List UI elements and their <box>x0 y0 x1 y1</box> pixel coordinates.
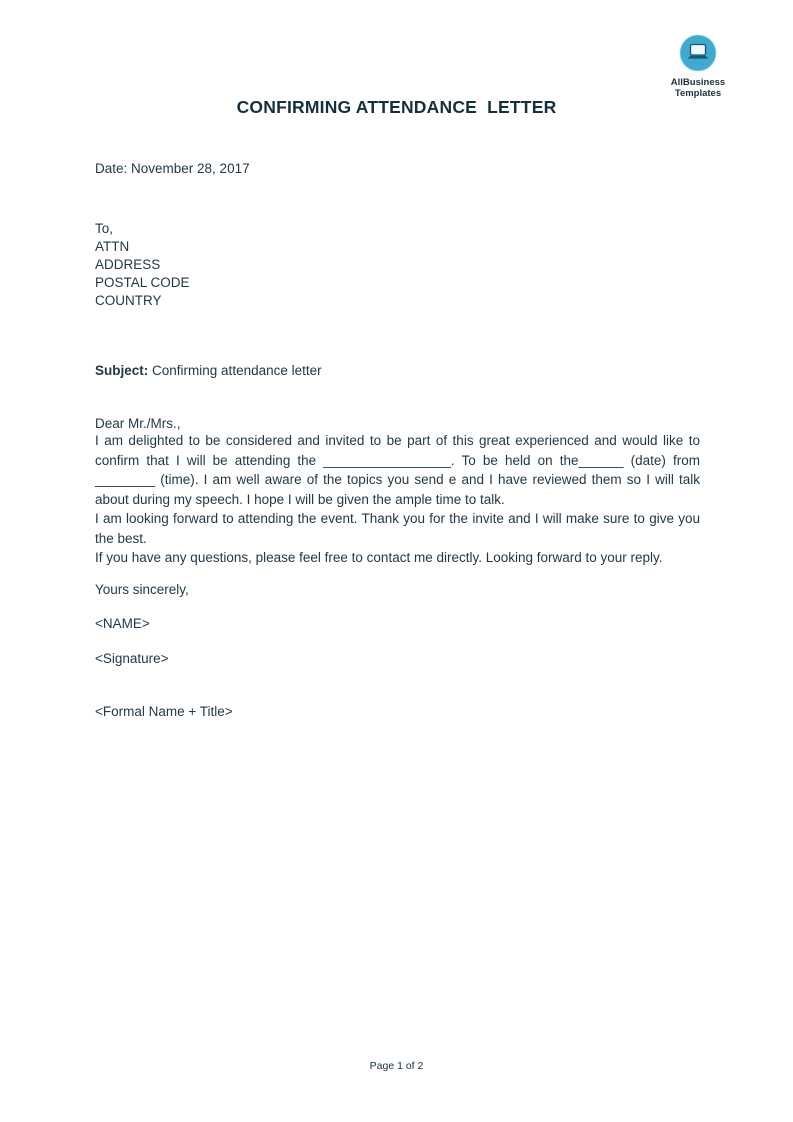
logo-text-line1: AllBusiness <box>670 77 726 88</box>
recipient-line-address: ADDRESS <box>95 257 161 272</box>
subject-text: Confirming attendance letter <box>152 363 322 378</box>
subject-label: Subject: <box>95 363 149 378</box>
letter-body <box>0 161 793 719</box>
date-line: Date: November 28, 2017 <box>95 161 250 176</box>
recipient-line-postal-code: POSTAL CODE <box>95 275 190 290</box>
page-title: CONFIRMING ATTENDANCE LETTER <box>236 97 557 117</box>
paragraph-3: If you have any questions, please feel free to contact me directly. Looking forward to your reply. <box>95 550 663 565</box>
closing: Yours sincerely, <box>95 581 189 597</box>
page-number: Page 1 of 2 <box>369 1060 424 1072</box>
recipient-line-attn: ATTN <box>95 239 130 254</box>
recipient-line-country: COUNTRY <box>95 293 162 308</box>
recipient-block <box>95 220 700 310</box>
subject-line <box>95 363 700 378</box>
name-placeholder: <NAME> <box>95 615 150 631</box>
paragraph-2: I am looking forward to attending the event. Thank you for the invite and I will make sure to give you the best. <box>95 511 700 546</box>
allbusiness-logo <box>650 34 746 99</box>
salutation: Dear Mr./Mrs., <box>95 416 181 431</box>
laptop-icon <box>679 34 717 72</box>
paragraph-1: I am delighted to be considered and invited to be part of this great experienced and would like to confirm that I will be attending the _________________. To be held on the______ (date) from ________ (time). I am well aware of the topics you send e and I have reviewed them so I will talk about during my speech. I hope I will be given the ample time to talk. <box>95 433 700 507</box>
formal-name-placeholder: <Formal Name + Title> <box>95 703 233 719</box>
logo-text-line2: Templates <box>674 88 722 99</box>
signature-placeholder: <Signature> <box>95 650 169 666</box>
recipient-line-to: To, <box>95 221 114 236</box>
